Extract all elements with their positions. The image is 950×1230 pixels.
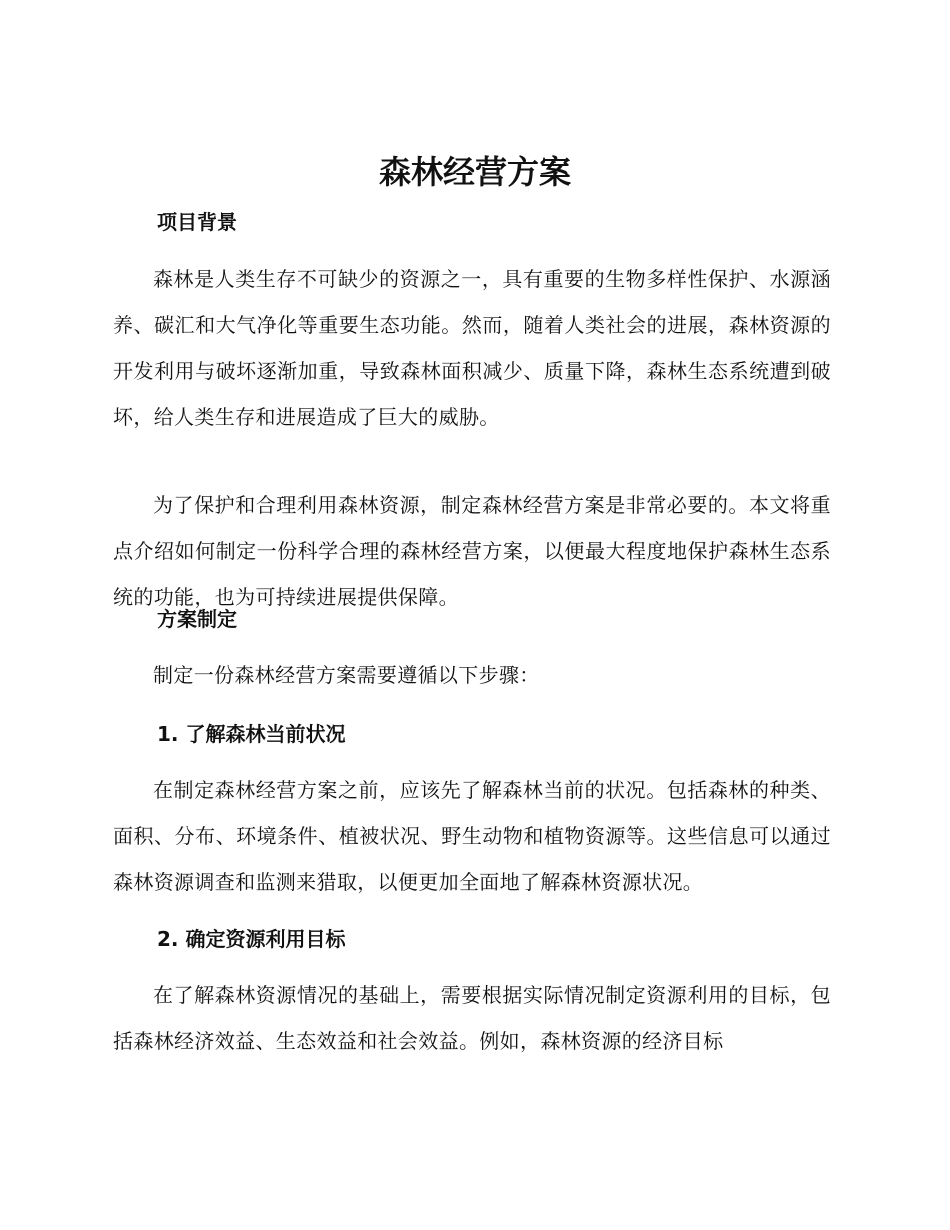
- section-heading-step-1: 1. 了解森林当前状况: [157, 722, 346, 746]
- paragraph-background-2: 为了保护和合理利用森林资源，制定森林经营方案是非常必要的。本文将重点介绍如何制定一份科学合理的森林经营方案，以便最大程度地保护森林生态系统的功能，也为可持续进展提供保障。: [113, 493, 831, 609]
- section-heading-plan: 方案制定: [157, 607, 237, 631]
- section-heading-step-2: 2. 确定资源利用目标: [157, 927, 346, 951]
- paragraph-step-2: 在了解森林资源情况的基础上，需要根据实际情况制定资源利用的目标，包括森林经济效益、生态效益和社会效益。例如，森林资源的经济目标: [113, 983, 831, 1053]
- section-heading-background: 项目背景: [157, 210, 237, 234]
- paragraph-plan-intro: 制定一份森林经营方案需要遵循以下步骤：: [153, 663, 540, 687]
- document-title: 森林经营方案: [378, 153, 571, 191]
- paragraph-step-1: 在制定森林经营方案之前，应该先了解森林当前的状况。包括森林的种类、面积、分布、环境条件、植被状况、野生动物和植物资源等。这些信息可以通过森林资源调查和监测来猎取，以便更加全面地了解森林资源状况。: [113, 778, 831, 894]
- paragraph-background-1: 森林是人类生存不可缺少的资源之一，具有重要的生物多样性保护、水源涵养、碳汇和大气净化等重要生态功能。然而，随着人类社会的进展，森林资源的开发利用与破坏逐渐加重，导致森林面积减少、质量下降，森林生态系统遭到破坏，给人类生存和进展造成了巨大的威胁。: [113, 267, 831, 429]
